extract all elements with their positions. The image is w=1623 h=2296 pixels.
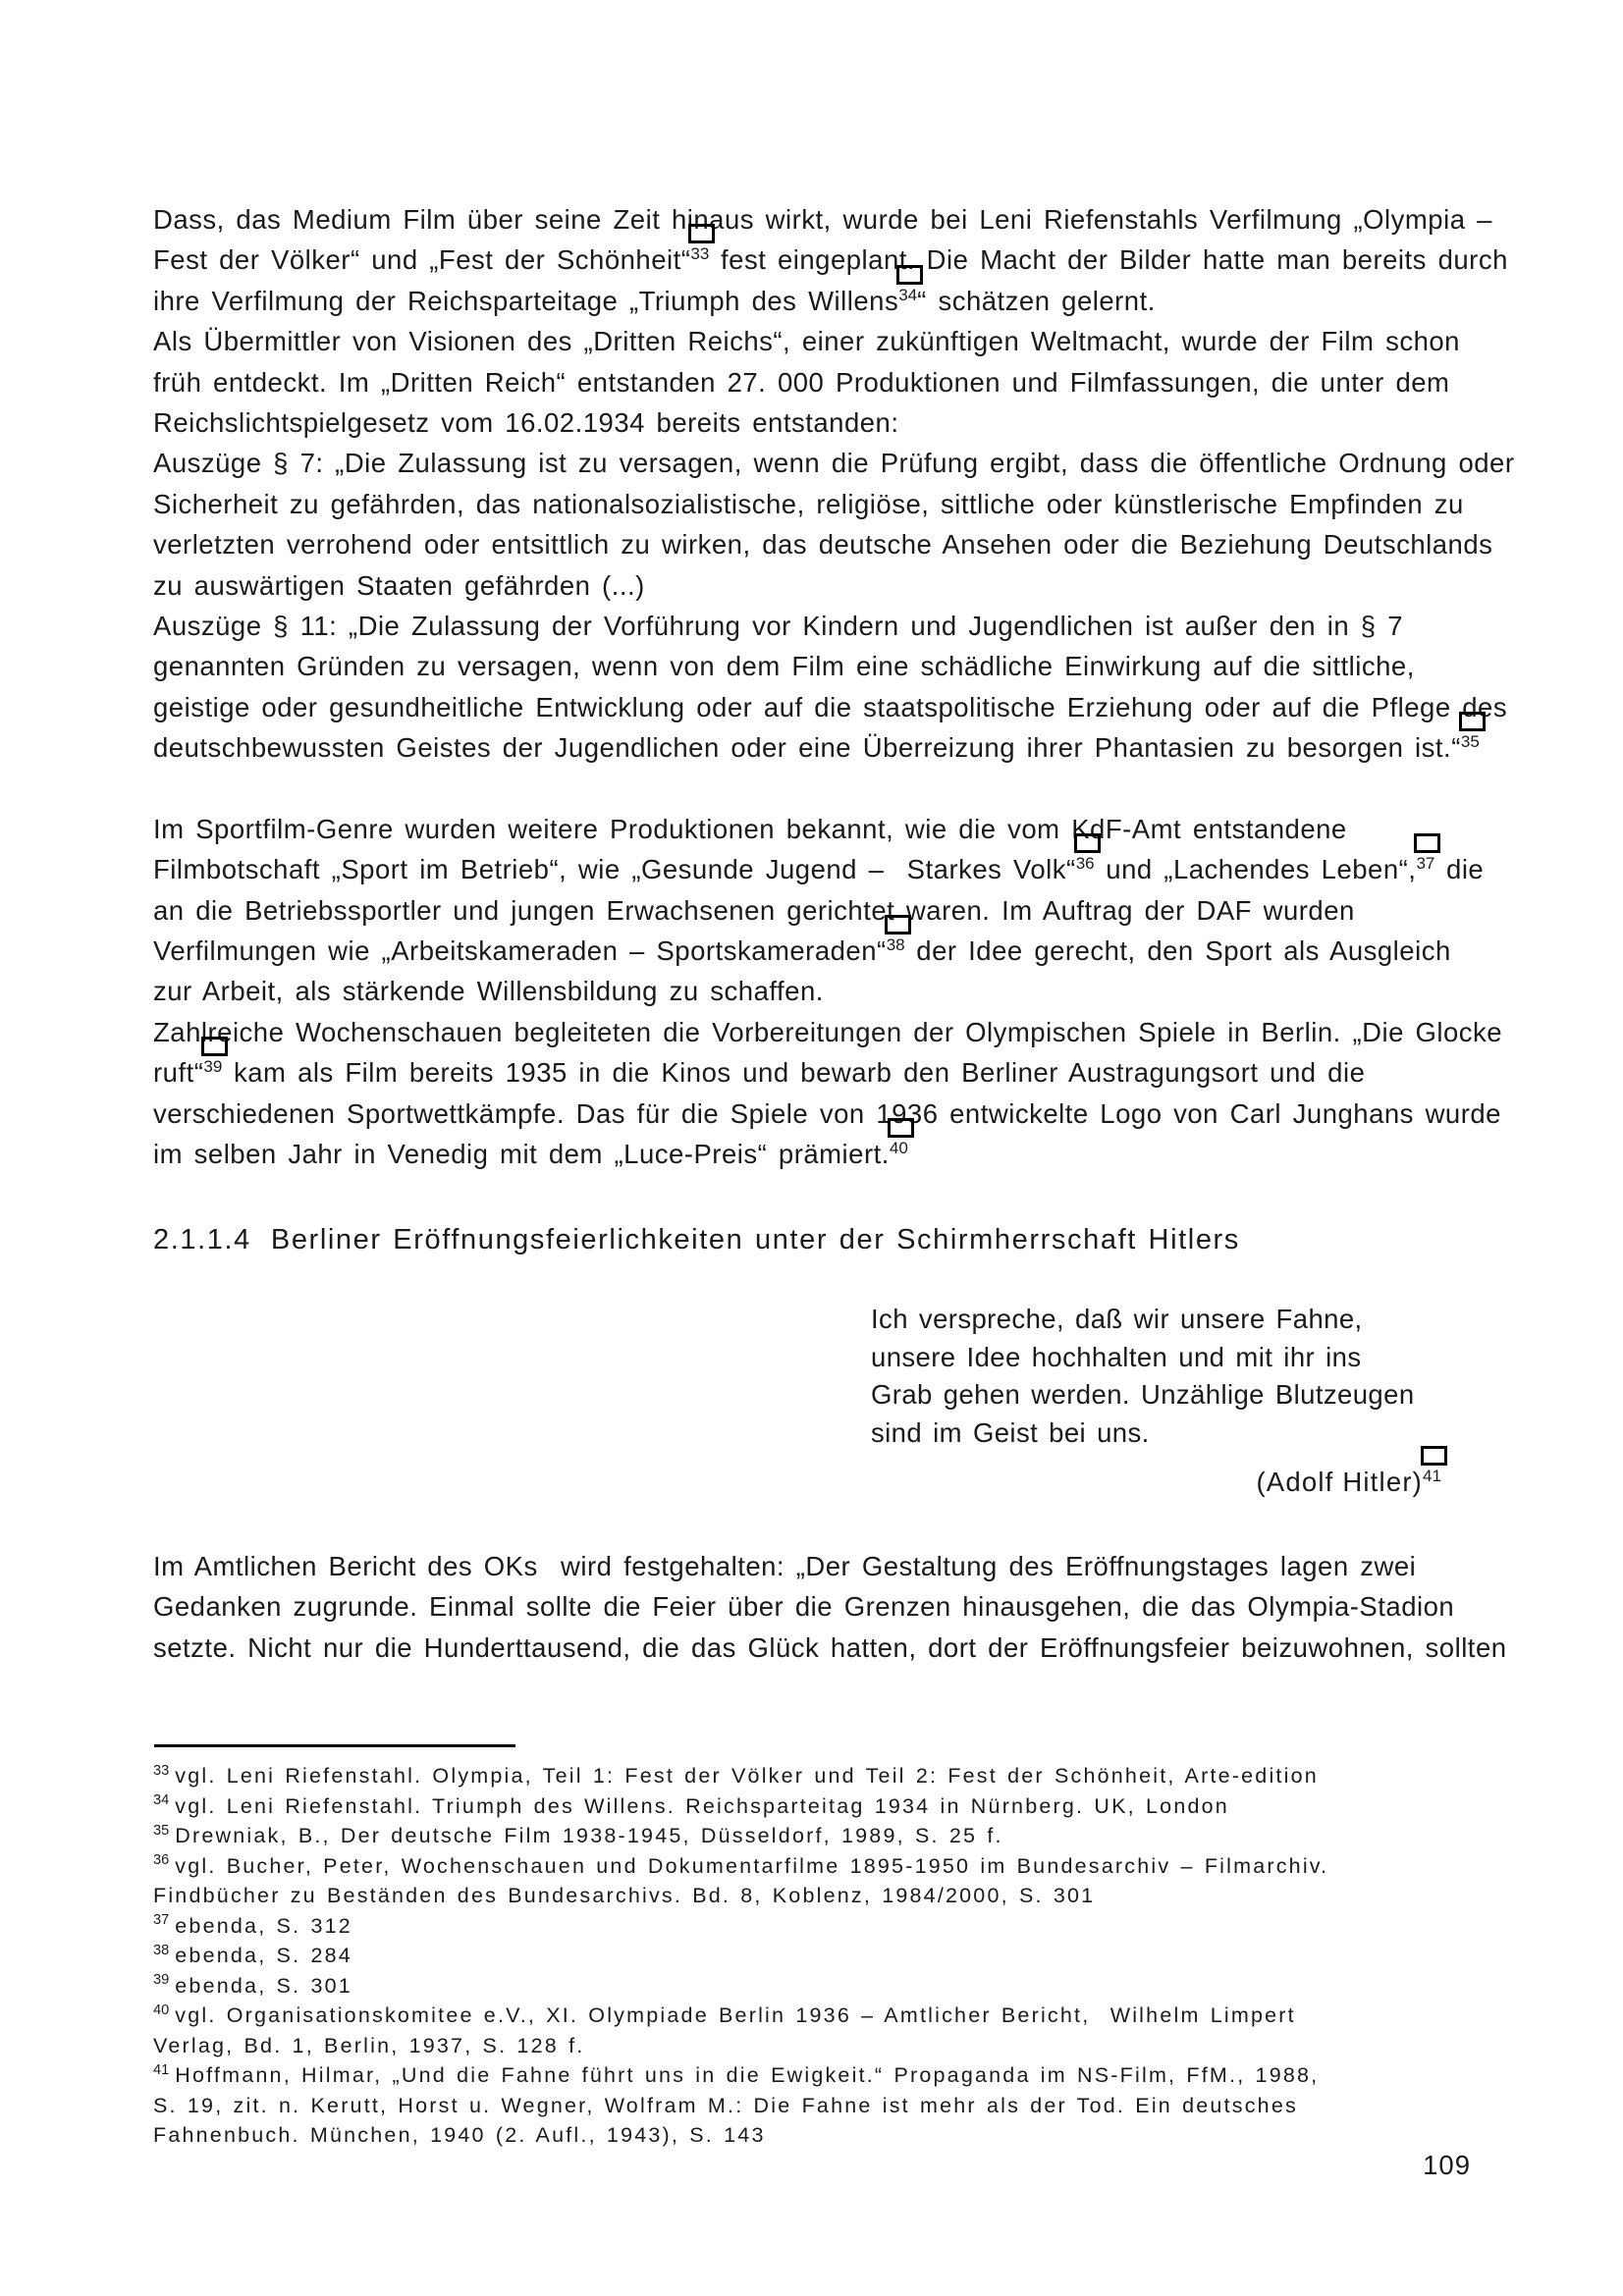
footnote-40-cont: Verlag, Bd. 1, Berlin, 1937, S. 128 f. — [153, 2033, 585, 2057]
body-line: früh entdeckt. Im „Dritten Reich“ entstanden 27. 000 Produktionen und Filmfassungen, die unter dem — [153, 366, 1450, 398]
footnote-37: $^{37}$ ebenda, S. 312 — [153, 1912, 352, 1938]
section-heading — [153, 1220, 1528, 1260]
footnote-36-cont: Findbücher zu Beständen des Bundesarchivs. Bd. 8, Koblenz, 1984/2000, S. 301 — [153, 1884, 1096, 1907]
quote-attribution: (Adolf Hitler)$^{41}$ — [153, 1462, 1441, 1502]
body-line — [153, 768, 1475, 808]
footnote-number-36: 36 — [153, 1852, 170, 1869]
body-line: an die Betriebssportler und jungen Erwachsenen gerichtet waren. Im Auftrag der DAF wurden — [153, 894, 1355, 926]
footnote-35: $^{35}$ Drewniak, B., Der deutsche Film 1938-1945, Düsseldorf, 1989, S. 25 f. — [153, 1822, 1003, 1847]
body-line: geistige oder gesundheitliche Entwicklung oder auf die staatspolitische Erziehung oder auf die Pflege des — [153, 691, 1508, 722]
footnote-link-annotation-box[interactable] — [201, 1037, 228, 1056]
body-text — [153, 199, 1515, 1174]
closing-line: Im Amtlichen Bericht des OKs wird festgehalten: „Der Gestaltung des Eröffnungstages lagen zwei — [153, 1551, 1417, 1581]
footnote-number-40: 40 — [153, 2002, 170, 2018]
section-number: 2.1.1.4 — [153, 1224, 251, 1255]
footnote-link-annotation-box[interactable] — [688, 224, 715, 243]
footnote-ref-33: 33 — [690, 244, 709, 263]
footnote-link-annotation-box[interactable] — [1414, 833, 1440, 853]
footnote-number-39: 39 — [153, 1972, 170, 1989]
footnote-39: $^{39}$ ebenda, S. 301 — [153, 1972, 352, 1998]
footnote-34: $^{34}$ vgl. Leni Riefenstahl. Triumph des Willens. Reichsparteitag 1934 in Nürnberg. UK, London — [153, 1792, 1229, 1818]
footnote-link-annotation-box[interactable] — [885, 915, 911, 934]
footnote-separator — [154, 1744, 515, 1747]
footnote-number-41: 41 — [153, 2061, 170, 2078]
closing-line: setzte. Nicht nur die Hunderttausend, die das Glück hatten, dort der Eröffnungsfeier beizuwohnen, sollten — [153, 1631, 1507, 1663]
footnote-38: $^{38}$ ebenda, S. 284 — [153, 1942, 352, 1967]
body-line: Dass, das Medium Film über seine Zeit hinaus wirkt, wurde bei Leni Riefenstahls Verfilmung „Olympia – — [153, 204, 1492, 235]
body-line: verschiedenen Sportwettkämpfe. Das für die Spiele von 1936 entwickelte Logo von Carl Junghans wurde — [153, 1097, 1501, 1129]
closing-paragraph — [153, 1546, 1528, 1668]
footnote-link-annotation-box[interactable] — [1459, 712, 1486, 731]
footnote-36: $^{36}$ vgl. Bucher, Peter, Wochenschauen und Dokumentarfilme 1895-1950 im Bundesarchiv – Filmarchiv. — [153, 1852, 1329, 1878]
footnote-number-34: 34 — [153, 1792, 170, 1809]
footnote-link-annotation-box[interactable] — [896, 265, 923, 285]
body-line: zu auswärtigen Staaten gefährden (...) — [153, 569, 645, 601]
body-line: ihre Verfilmung der Reichsparteitage „Triumph des Willens$^{34}$ “ schätzen gelernt. — [153, 281, 1475, 321]
quote-line: Grab gehen werden. Unzählige Blutzeugen — [871, 1379, 1415, 1410]
footnote-ref-40: 40 — [890, 1139, 908, 1157]
page-number: 109 — [1423, 2150, 1471, 2180]
body-line: deutschbewussten Geistes der Jugendlichen oder eine Überreizung ihrer Phantasien zu besorgen ist.“$^{35}$ — [153, 727, 1475, 768]
footnote-ref-39: 39 — [203, 1057, 222, 1076]
footnote-number-38: 38 — [153, 1942, 170, 1958]
body-line: Reichslichtspielgesetz vom 16.02.1934 bereits entstanden: — [153, 406, 899, 438]
body-line: Im Sportfilm-Genre wurden weitere Produktionen bekannt, wie die vom KdF-Amt entstandene — [153, 813, 1347, 844]
footnote-33: $^{33}$ vgl. Leni Riefenstahl. Olympia, Teil 1: Fest der Völker und Teil 2: Fest der Schönheit, Arte-edition — [153, 1762, 1319, 1788]
body-line: verletzten verrohend oder entsittlich zu wirken, das deutsche Ansehen oder die Beziehung Deutschlands — [153, 529, 1493, 561]
quote-block — [871, 1301, 1499, 1452]
footnote-41: $^{41}$ Hoffmann, Hilmar, „Und die Fahne führt uns in die Ewigkeit.“ Propaganda im NS-Film, FfM., 1988, — [153, 2061, 1320, 2087]
footnote-link-annotation-box[interactable] — [1421, 1446, 1447, 1466]
body-line: Sicherheit zu gefährden, das nationalsozialistische, religiöse, sittliche oder künstlerische Empfinden zu — [153, 488, 1464, 519]
body-line: genannten Gründen zu versagen, wenn von dem Film eine schädliche Einwirkung auf die sittliche, — [153, 651, 1415, 682]
footnote-link-annotation-box[interactable] — [888, 1118, 914, 1138]
body-line: Zahlreiche Wochenschauen begleiteten die Vorbereitungen der Olympischen Spiele in Berlin. „Die Glocke — [153, 1016, 1503, 1047]
footnote-41-cont: S. 19, zit. n. Kerutt, Horst u. Wegner, Wolfram M.: Die Fahne ist mehr als der Tod. Ein deutsches — [153, 2093, 1298, 2117]
footnote-ref-38: 38 — [887, 935, 905, 954]
footnote-ref-36: 36 — [1076, 854, 1095, 873]
footnote-ref-41: 41 — [1423, 1467, 1441, 1485]
footnotes — [153, 1761, 1528, 2151]
footnote-ref-35: 35 — [1461, 732, 1480, 751]
footnote-link-annotation-box[interactable] — [1074, 833, 1101, 853]
footnote-number-37: 37 — [153, 1912, 170, 1929]
quote-line: Ich verspreche, daß wir unsere Fahne, — [871, 1304, 1363, 1334]
body-line: zur Arbeit, als stärkende Willensbildung zu schaffen. — [153, 976, 824, 1007]
body-line: Filmbotschaft „Sport im Betrieb“, wie „Gesunde Jugend – Starkes Volk“$^{36}$ und „Lachendes Leben“,$^{37}$ die — [153, 849, 1475, 889]
closing-line: Gedanken zugrunde. Einmal sollte die Feier über die Grenzen hinausgehen, die das Olympia-Stadion — [153, 1591, 1455, 1623]
body-line: Auszüge § 11: „Die Zulassung der Vorführung vor Kindern und Jugendlichen ist außer den in § 7 — [153, 610, 1403, 641]
footnote-ref-37: 37 — [1416, 854, 1434, 873]
footnote-number-33: 33 — [153, 1762, 170, 1779]
body-line: Verfilmungen wie „Arbeitskameraden – Sportskameraden“$^{38}$ der Idee gerecht, den Sport als Ausgleich — [153, 931, 1475, 971]
footnote-number-35: 35 — [153, 1822, 170, 1839]
body-line: im selben Jahr in Venedig mit dem „Luce-Preis“ prämiert.$^{40}$ — [153, 1134, 1475, 1174]
quote-line: unsere Idee hochhalten und mit ihr ins — [871, 1341, 1362, 1372]
footnote-40: $^{40}$ vgl. Organisationskomitee e.V., XI. Olympiade Berlin 1936 – Amtlicher Bericht, Wilhelm Limpert — [153, 2002, 1296, 2027]
body-line: ruft“$^{39}$ kam als Film bereits 1935 in die Kinos und bewarb den Berliner Austragungsort und die — [153, 1052, 1475, 1093]
section-title: Berliner Eröffnungsfeierlichkeiten unter der Schirmherrschaft Hitlers — [270, 1224, 1240, 1255]
body-line: Fest der Völker“ und „Fest der Schönheit“$^{33}$ fest eingeplant. Die Macht der Bilder hatte man bereits durch — [153, 240, 1475, 280]
quote-line: sind im Geist bei uns. — [871, 1416, 1150, 1448]
body-line: Als Übermittler von Visionen des „Dritten Reichs“, einer zukünftigen Weltmacht, wurde der Film schon — [153, 326, 1460, 357]
footnote-41-cont: Fahnenbuch. München, 1940 (2. Aufl., 1943), S. 143 — [153, 2123, 766, 2147]
footnote-ref-34: 34 — [898, 286, 917, 304]
body-line: Auszüge § 7: „Die Zulassung ist zu versagen, wenn die Prüfung ergibt, dass die öffentliche Ordnung oder — [153, 448, 1515, 479]
